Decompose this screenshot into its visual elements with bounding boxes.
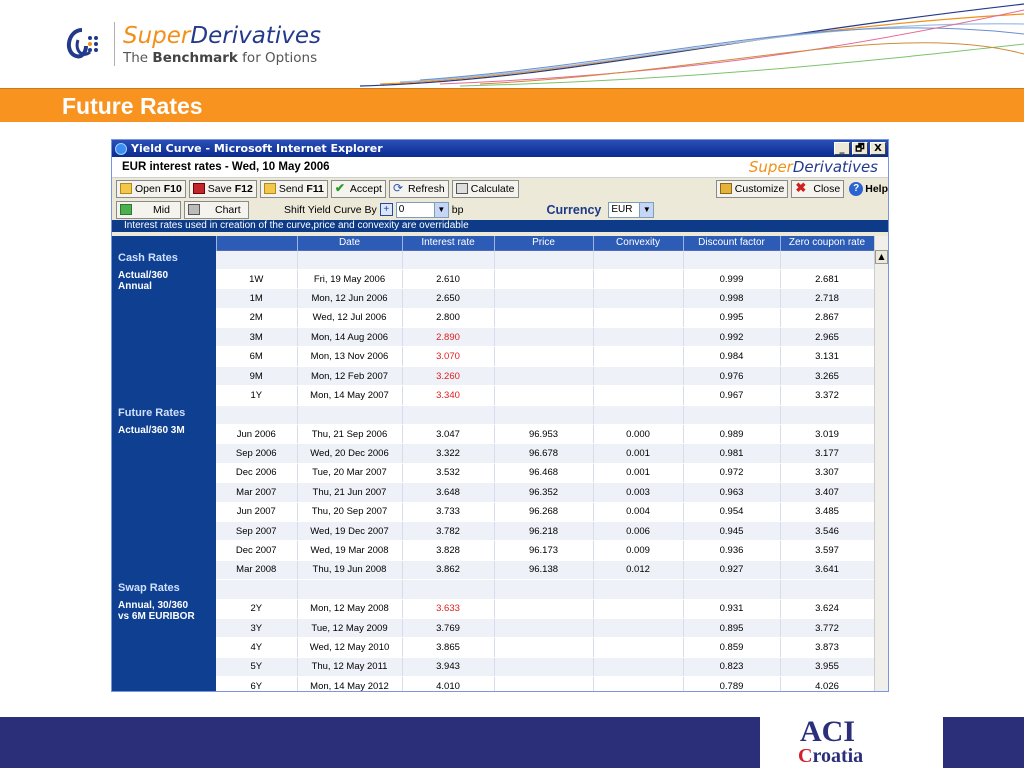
- section-title: Cash Rates: [118, 252, 178, 264]
- date-cell: Thu, 12 May 2011: [297, 657, 402, 676]
- table-row: [112, 502, 874, 521]
- zero-coupon-rate-cell: 3.265: [780, 366, 874, 385]
- interest-rate-cell[interactable]: 3.943: [402, 657, 494, 676]
- date-cell: Wed, 20 Dec 2006: [297, 444, 402, 463]
- convexity-cell[interactable]: [593, 347, 683, 366]
- aci-logo-text: ACI: [800, 715, 856, 748]
- discount-factor-cell: 0.823: [683, 657, 780, 676]
- save-icon: [193, 183, 205, 194]
- term-cell: 5Y: [216, 657, 297, 676]
- section-spacer-cell: [494, 250, 593, 269]
- interest-rate-cell[interactable]: 3.782: [402, 521, 494, 540]
- table-row: [112, 366, 874, 385]
- term-cell: 1M: [216, 289, 297, 308]
- date-cell: Wed, 12 May 2010: [297, 638, 402, 657]
- refresh-button[interactable]: [389, 180, 449, 198]
- term-cell: 9M: [216, 366, 297, 385]
- term-cell: 3Y: [216, 618, 297, 637]
- table-row: [112, 328, 874, 347]
- checkmark-icon: ✔: [334, 181, 345, 195]
- price-cell[interactable]: [494, 366, 593, 385]
- chart-label: Chart: [215, 203, 241, 216]
- table-row: [112, 638, 874, 657]
- shift-value: 0: [398, 204, 405, 215]
- send-button[interactable]: [260, 180, 328, 198]
- table-header-row: [112, 236, 874, 250]
- discount-factor-cell: 0.927: [683, 560, 780, 579]
- term-cell: 1W: [216, 269, 297, 288]
- column-header-zero-coupon-rate: Zero coupon rate: [780, 236, 874, 250]
- table-row: [112, 677, 874, 692]
- column-header-price: Price: [494, 236, 593, 250]
- date-cell: Mon, 12 Jun 2006: [297, 289, 402, 308]
- discount-factor-cell: 0.954: [683, 502, 780, 521]
- convexity-cell[interactable]: [593, 618, 683, 637]
- customize-button[interactable]: [716, 180, 789, 198]
- yield-curve-window: [111, 139, 889, 692]
- interest-rate-cell[interactable]: 3.862: [402, 560, 494, 579]
- zero-coupon-rate-cell: 3.955: [780, 657, 874, 676]
- close-label: Close: [813, 182, 841, 195]
- calculate-button[interactable]: [452, 180, 519, 198]
- discount-factor-cell: 0.895: [683, 618, 780, 637]
- discount-factor-cell: 0.984: [683, 347, 780, 366]
- section-spacer-cell: [683, 405, 780, 424]
- zero-coupon-rate-cell: 3.624: [780, 599, 874, 618]
- interest-rate-cell[interactable]: 4.010: [402, 677, 494, 692]
- convexity-cell[interactable]: [593, 638, 683, 657]
- open-button[interactable]: [116, 180, 186, 198]
- interest-rate-cell[interactable]: 3.865: [402, 638, 494, 657]
- zero-coupon-rate-cell: 3.407: [780, 483, 874, 502]
- zero-coupon-rate-cell: 2.718: [780, 289, 874, 308]
- zero-coupon-rate-cell: 3.641: [780, 560, 874, 579]
- interest-rate-cell[interactable]: 3.532: [402, 463, 494, 482]
- zero-coupon-rate-cell: 3.772: [780, 618, 874, 637]
- section-desc-2: Annual: [118, 281, 152, 292]
- convexity-cell[interactable]: [593, 308, 683, 327]
- price-cell[interactable]: [494, 289, 593, 308]
- interest-rate-cell[interactable]: 3.322: [402, 444, 494, 463]
- section-spacer-cell: [402, 405, 494, 424]
- price-cell[interactable]: [494, 657, 593, 676]
- section-header-row: [112, 405, 874, 424]
- zero-coupon-rate-cell: 4.026: [780, 677, 874, 692]
- price-cell[interactable]: [494, 638, 593, 657]
- restore-button[interactable]: 🗗: [852, 142, 868, 155]
- table-row: [112, 560, 874, 579]
- slide-title: Future Rates: [62, 93, 203, 119]
- send-key: F11: [306, 182, 324, 195]
- section-label: [112, 405, 216, 580]
- brand-name: [123, 23, 321, 49]
- close-window-button[interactable]: X: [870, 142, 886, 155]
- convexity-cell[interactable]: 0.006: [593, 521, 683, 540]
- term-cell: Dec 2007: [216, 541, 297, 560]
- convexity-cell[interactable]: 0.003: [593, 483, 683, 502]
- main-toolbar: [112, 178, 888, 199]
- table-row: [112, 463, 874, 482]
- refresh-label: Refresh: [407, 182, 445, 195]
- column-header-side: [112, 236, 216, 250]
- section-spacer-cell: [593, 405, 683, 424]
- mid-icon: [120, 204, 132, 215]
- term-cell: 2M: [216, 308, 297, 327]
- section-spacer-cell: [683, 250, 780, 269]
- price-cell[interactable]: 96.268: [494, 502, 593, 521]
- interest-rate-cell[interactable]: 3.633: [402, 599, 494, 618]
- header-brand-derivatives: Derivatives: [792, 158, 878, 176]
- section-header-row: [112, 250, 874, 269]
- interest-rate-cell[interactable]: 3.828: [402, 541, 494, 560]
- term-cell: Sep 2006: [216, 444, 297, 463]
- term-cell: 1Y: [216, 386, 297, 405]
- header-brand-super: Super: [748, 158, 793, 176]
- close-button[interactable]: [791, 180, 844, 198]
- folder-icon: [120, 183, 132, 194]
- table-row: [112, 521, 874, 540]
- chart-button[interactable]: [184, 201, 249, 219]
- tagline-post: for Options: [237, 49, 318, 66]
- date-cell: Fri, 19 May 2006: [297, 269, 402, 288]
- date-cell: Tue, 12 May 2009: [297, 618, 402, 637]
- table-row: [112, 425, 874, 444]
- chevron-down-icon: ▼: [639, 203, 653, 217]
- interest-rate-cell[interactable]: 2.800: [402, 308, 494, 327]
- aci-croatia-logo: [760, 717, 943, 768]
- send-label: Send: [278, 182, 304, 195]
- help-icon: ?: [849, 182, 863, 196]
- table-row: [112, 618, 874, 637]
- zero-coupon-rate-cell: 3.177: [780, 444, 874, 463]
- term-cell: 2Y: [216, 599, 297, 618]
- date-cell: Wed, 19 Mar 2008: [297, 541, 402, 560]
- footer-bar-right: [943, 717, 1024, 768]
- section-desc: Actual/360: [118, 270, 169, 281]
- table-row: [112, 289, 874, 308]
- discount-factor-cell: 0.967: [683, 386, 780, 405]
- convexity-cell[interactable]: 0.004: [593, 502, 683, 521]
- section-spacer-cell: [780, 405, 874, 424]
- zero-coupon-rate-cell: 3.485: [780, 502, 874, 521]
- term-cell: Sep 2007: [216, 521, 297, 540]
- section-desc: Actual/360 3M: [118, 425, 185, 437]
- price-cell[interactable]: [494, 308, 593, 327]
- discount-factor-cell: 0.992: [683, 328, 780, 347]
- send-folder-icon: [264, 183, 276, 194]
- interest-rate-cell[interactable]: 3.340: [402, 386, 494, 405]
- interest-rate-cell[interactable]: 3.260: [402, 366, 494, 385]
- discount-factor-cell: 0.963: [683, 483, 780, 502]
- shift-label: Shift Yield Curve By: [284, 203, 377, 216]
- section-spacer-cell: [494, 405, 593, 424]
- convexity-cell[interactable]: [593, 269, 683, 288]
- date-cell: Mon, 14 May 2007: [297, 386, 402, 405]
- column-header-convexity: Convexity: [593, 236, 683, 250]
- price-cell[interactable]: [494, 618, 593, 637]
- calculate-label: Calculate: [470, 182, 515, 195]
- convexity-cell[interactable]: [593, 289, 683, 308]
- section-spacer-cell: [593, 250, 683, 269]
- calculator-icon: [456, 183, 468, 194]
- convexity-cell[interactable]: 0.000: [593, 425, 683, 444]
- discount-factor-cell: 0.981: [683, 444, 780, 463]
- chevron-down-icon: ▼: [434, 203, 448, 217]
- term-cell: 3M: [216, 328, 297, 347]
- zero-coupon-rate-cell: 3.546: [780, 521, 874, 540]
- date-cell: Thu, 21 Sep 2006: [297, 425, 402, 444]
- convexity-cell[interactable]: [593, 657, 683, 676]
- currency-label: Currency: [546, 202, 602, 217]
- price-cell[interactable]: [494, 328, 593, 347]
- interest-rate-cell[interactable]: 2.610: [402, 269, 494, 288]
- interest-rate-cell[interactable]: 2.890: [402, 328, 494, 347]
- section-spacer-cell: [593, 580, 683, 599]
- section-title: Future Rates: [118, 407, 186, 420]
- convexity-cell[interactable]: 0.001: [593, 444, 683, 463]
- date-cell: Thu, 20 Sep 2007: [297, 502, 402, 521]
- column-header-date: Date: [297, 236, 402, 250]
- open-key: F10: [163, 182, 182, 195]
- info-banner: Interest rates used in creation of the curve,price and convexity are overridable: [112, 220, 888, 232]
- date-cell: Mon, 14 May 2012: [297, 677, 402, 692]
- help-button[interactable]: [847, 182, 888, 196]
- zero-coupon-rate-cell: 2.867: [780, 308, 874, 327]
- price-cell[interactable]: 96.218: [494, 521, 593, 540]
- interest-rate-cell[interactable]: 2.650: [402, 289, 494, 308]
- currency-value: EUR: [611, 204, 633, 215]
- date-cell: Thu, 21 Jun 2007: [297, 483, 402, 502]
- shift-value-select[interactable]: [396, 202, 449, 218]
- rates-grid: [112, 236, 888, 692]
- section-spacer-cell: [402, 250, 494, 269]
- term-cell: Jun 2007: [216, 502, 297, 521]
- scroll-up-icon[interactable]: ▲: [875, 250, 888, 264]
- table-row: [112, 347, 874, 366]
- convexity-cell[interactable]: [593, 386, 683, 405]
- column-header-discount-factor: Discount factor: [683, 236, 780, 250]
- refresh-icon: ⟳: [392, 181, 404, 195]
- zero-coupon-rate-cell: 3.307: [780, 463, 874, 482]
- section-spacer-cell: [297, 580, 402, 599]
- term-cell: Mar 2008: [216, 560, 297, 579]
- section-spacer-cell: [216, 250, 297, 269]
- save-button[interactable]: [189, 180, 257, 198]
- tagline-bold: Benchmark: [152, 49, 238, 66]
- price-cell[interactable]: 96.468: [494, 463, 593, 482]
- section-spacer-cell: [402, 580, 494, 599]
- discount-factor-cell: 0.995: [683, 308, 780, 327]
- discount-factor-cell: 0.999: [683, 269, 780, 288]
- discount-factor-cell: 0.789: [683, 677, 780, 692]
- price-cell[interactable]: 96.678: [494, 444, 593, 463]
- table-row: [112, 308, 874, 327]
- section-spacer-cell: [780, 580, 874, 599]
- close-icon: ✖: [795, 180, 807, 195]
- convexity-cell[interactable]: [593, 677, 683, 692]
- save-key: F12: [234, 182, 253, 195]
- shift-increment-icon[interactable]: +: [380, 203, 393, 216]
- price-cell[interactable]: [494, 269, 593, 288]
- zero-coupon-rate-cell: 2.681: [780, 269, 874, 288]
- accept-button[interactable]: [331, 180, 386, 198]
- discount-factor-cell: 0.936: [683, 541, 780, 560]
- croatia-c: C: [798, 745, 813, 767]
- convexity-cell[interactable]: 0.012: [593, 560, 683, 579]
- zero-coupon-rate-cell: 3.131: [780, 347, 874, 366]
- discount-factor-cell: 0.859: [683, 638, 780, 657]
- date-cell: Wed, 19 Dec 2007: [297, 521, 402, 540]
- column-header-interest-rate: Interest rate: [402, 236, 494, 250]
- table-row: [112, 386, 874, 405]
- table-row: [112, 541, 874, 560]
- vertical-scrollbar[interactable]: [874, 236, 888, 692]
- discount-factor-cell: 0.976: [683, 366, 780, 385]
- date-cell: Tue, 20 Mar 2007: [297, 463, 402, 482]
- section-spacer-cell: [216, 405, 297, 424]
- discount-factor-cell: 0.998: [683, 289, 780, 308]
- convexity-cell[interactable]: [593, 599, 683, 618]
- discount-factor-cell: 0.945: [683, 521, 780, 540]
- convexity-cell[interactable]: [593, 328, 683, 347]
- table-row: [112, 599, 874, 618]
- zero-coupon-rate-cell: 3.597: [780, 541, 874, 560]
- table-row: [112, 444, 874, 463]
- discount-factor-cell: 0.989: [683, 425, 780, 444]
- price-cell[interactable]: [494, 677, 593, 692]
- date-cell: Thu, 19 Jun 2008: [297, 560, 402, 579]
- section-header-row: [112, 580, 874, 599]
- section-spacer-cell: [780, 250, 874, 269]
- interest-rate-cell[interactable]: 3.070: [402, 347, 494, 366]
- term-cell: 6Y: [216, 677, 297, 692]
- mid-button[interactable]: [116, 201, 181, 219]
- interest-rate-cell[interactable]: 3.648: [402, 483, 494, 502]
- mid-label: Mid: [153, 203, 170, 216]
- section-spacer-cell: [494, 580, 593, 599]
- zero-coupon-rate-cell: 3.873: [780, 638, 874, 657]
- price-cell[interactable]: 96.352: [494, 483, 593, 502]
- convexity-cell[interactable]: 0.009: [593, 541, 683, 560]
- zero-coupon-rate-cell: 3.372: [780, 386, 874, 405]
- window-title: Yield Curve - Microsoft Internet Explorer: [131, 142, 383, 155]
- section-desc-2: vs 6M EURIBOR: [118, 610, 195, 622]
- decorative-waves: [360, 0, 1024, 88]
- discount-factor-cell: 0.972: [683, 463, 780, 482]
- customize-label: Customize: [734, 182, 785, 195]
- ie-icon: [115, 143, 127, 155]
- price-cell[interactable]: [494, 386, 593, 405]
- section-spacer-cell: [297, 405, 402, 424]
- table-row: [112, 657, 874, 676]
- section-label: [112, 250, 216, 405]
- term-cell: 4Y: [216, 638, 297, 657]
- term-cell: Jun 2006: [216, 425, 297, 444]
- sd-logo-icon: [60, 22, 106, 66]
- section-title: Swap Rates: [118, 581, 180, 594]
- secondary-toolbar: [112, 199, 888, 220]
- interest-rate-cell[interactable]: 3.733: [402, 502, 494, 521]
- brand-super: Super: [123, 22, 191, 49]
- minimize-button[interactable]: _: [834, 142, 850, 155]
- rates-table: [112, 236, 875, 692]
- term-cell: Mar 2007: [216, 483, 297, 502]
- chart-icon: [188, 204, 200, 215]
- table-row: [112, 483, 874, 502]
- section-desc: Annual, 30/360: [118, 599, 189, 611]
- date-cell: Mon, 12 Feb 2007: [297, 366, 402, 385]
- price-cell[interactable]: 96.953: [494, 425, 593, 444]
- croatia-logo-text: [798, 745, 863, 768]
- interest-rate-cell[interactable]: 3.769: [402, 618, 494, 637]
- discount-factor-cell: 0.931: [683, 599, 780, 618]
- save-label: Save: [207, 182, 232, 195]
- zero-coupon-rate-cell: 3.019: [780, 425, 874, 444]
- title-bar: [0, 88, 1024, 122]
- date-cell: Mon, 14 Aug 2006: [297, 328, 402, 347]
- price-cell[interactable]: 96.138: [494, 560, 593, 579]
- section-spacer-cell: [683, 580, 780, 599]
- lock-icon: [720, 183, 732, 194]
- currency-select[interactable]: [608, 202, 654, 218]
- zero-coupon-rate-cell: 2.965: [780, 328, 874, 347]
- croatia-rest: roatia: [812, 745, 864, 767]
- section-spacer-cell: [297, 250, 402, 269]
- brand-tagline: [123, 50, 321, 66]
- interest-rate-cell[interactable]: 3.047: [402, 425, 494, 444]
- open-label: Open: [135, 182, 161, 195]
- accept-label: Accept: [349, 182, 382, 195]
- date-cell: Mon, 13 Nov 2006: [297, 347, 402, 366]
- date-cell: Wed, 12 Jul 2006: [297, 308, 402, 327]
- tagline-pre: The: [123, 49, 153, 66]
- price-cell[interactable]: 96.173: [494, 541, 593, 560]
- header-brand: [749, 158, 878, 176]
- logo-divider: [114, 22, 115, 66]
- brand-derivatives: Derivatives: [190, 22, 321, 49]
- convexity-cell[interactable]: 0.001: [593, 463, 683, 482]
- convexity-cell[interactable]: [593, 366, 683, 385]
- section-label: [112, 580, 216, 692]
- column-header-term: [216, 236, 297, 250]
- help-label: Help: [865, 182, 888, 195]
- term-cell: Dec 2006: [216, 463, 297, 482]
- rates-header-title: EUR interest rates - Wed, 10 May 2006: [122, 161, 330, 173]
- section-spacer-cell: [216, 580, 297, 599]
- table-row: [112, 269, 874, 288]
- superderivatives-logo: [60, 22, 321, 66]
- shift-unit: bp: [451, 203, 464, 216]
- date-cell: Mon, 12 May 2008: [297, 599, 402, 618]
- window-titlebar[interactable]: [112, 140, 888, 157]
- page-header: [112, 157, 888, 178]
- price-cell[interactable]: [494, 347, 593, 366]
- price-cell[interactable]: [494, 599, 593, 618]
- term-cell: 6M: [216, 347, 297, 366]
